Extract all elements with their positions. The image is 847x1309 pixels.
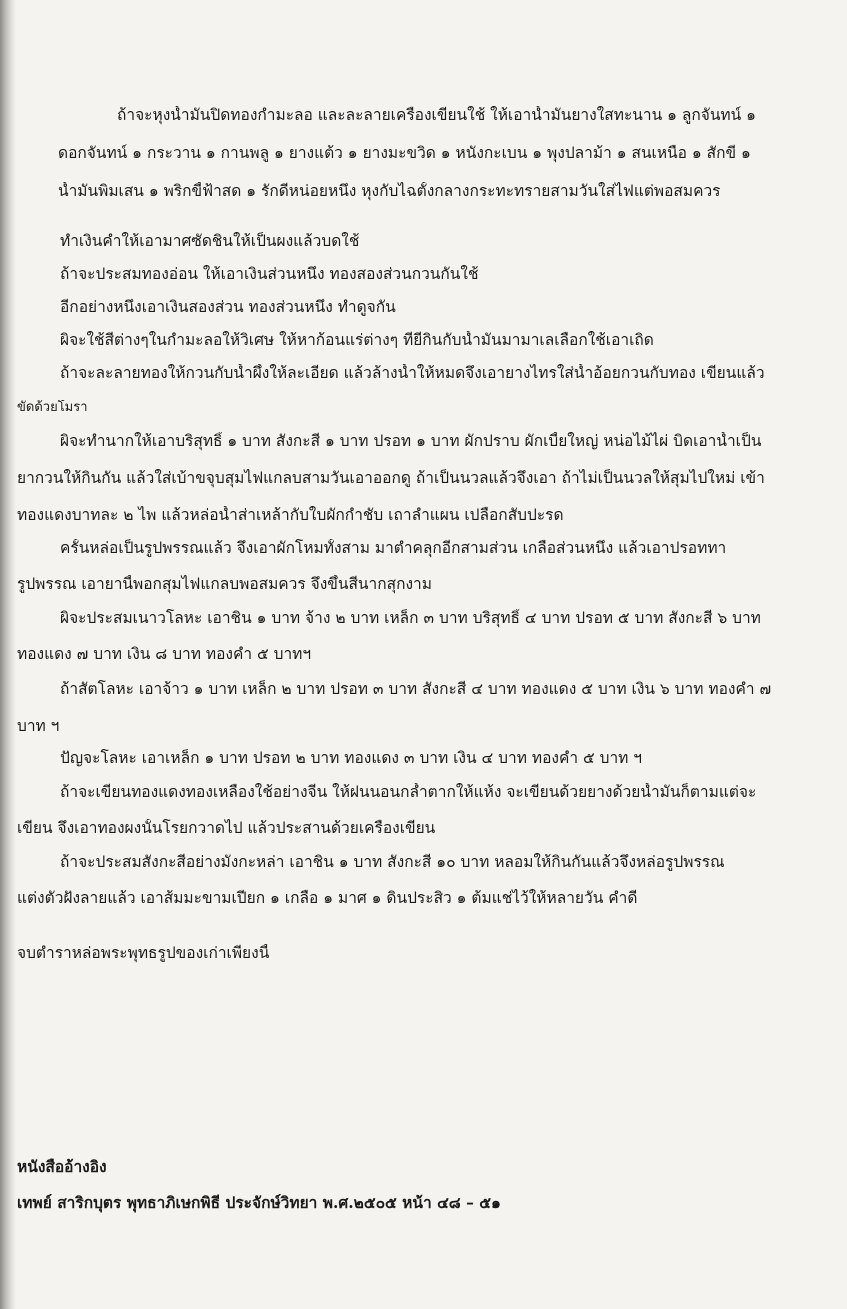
paragraph-2-line-1: ทำเงินคำให้เอามาศซัดชินให้เป็นผงแล้วบดใช้: [60, 232, 360, 250]
paragraph-3-line-1: ถ้าจะประสมทองอ่อน ให้เอาเงินส่วนหนึ่ง ทองสองส่วนกวนกันใช้: [60, 265, 479, 283]
paragraph-6-line-2: ขัดด้วยโมรา: [17, 400, 88, 415]
paragraph-13-line-1: ถ้าจะประสมสังกะสีอย่างมั่งกะหล่า เอาชิน ๑ บาท สังกะสี ๑๐ บาท หลอมให้กินกันแล้วจึงหล่อรูปพรรณ: [60, 853, 725, 871]
paragraph-12-line-2: เขียน จึงเอาทองผงนั้นโรยกวาดไป แล้วประสานด้วยเครื่องเขียน: [17, 819, 436, 837]
closing-line: จบตำราหล่อพระพุทธรูปของเก่าเพียงนี้: [17, 944, 270, 962]
paragraph-9-line-1: ผิจะประสมเนาวโลหะ เอาชิน ๑ บาท จ้าง ๒ บาท เหล็ก ๓ บาท บริสุทธิ์ ๔ บาท ปรอท ๕ บาท สังกะสี ๖ บาท: [60, 609, 761, 627]
references-heading: หนังสืออ้างอิง: [17, 1158, 107, 1176]
paragraph-7-line-2: ยากวนให้กินกัน แล้วใส่เบ้าขจุบสุมไฟแกลบสามวันเอาออกดู ถ้าเป็นนวลแล้วจึงเอา ถ้าไม่เป็นนวลให้สุมไปใหม่ เข้า: [17, 469, 765, 487]
paragraph-9-line-2: ทองแดง ๗ บาท เงิน ๘ บาท ทองคำ ๕ บาทฯ: [17, 645, 312, 663]
paragraph-8-line-2: รูปพรรณ เอายานี้พอกสุมไฟแกลบพอสมควร จึงขึ้นสีนากสุกงาม: [17, 575, 432, 593]
paragraph-7-line-3: ทองแดงบาทละ ๒ ไพ แล้วหล่อน้ำส่าเหล้ากับใบผักกำชับ เถาลำแผน เปลือกสับปะรด: [17, 506, 564, 524]
paragraph-11-line-1: ปัญจะโลหะ เอาเหล็ก ๑ บาท ปรอท ๒ บาท ทองแดง ๓ บาท เงิน ๔ บาท ทองคำ ๕ บาท ฯ: [60, 749, 643, 767]
paragraph-13-line-2: แต่งตัวฝังลายแล้ว เอาส้มมะขามเปียก ๑ เกลือ ๑ มาศ ๑ ดินประสิว ๑ ต้มแช่ไว้ให้หลายวัน คำดี: [17, 889, 638, 907]
paragraph-10-line-2: บาท ฯ: [17, 717, 60, 735]
paragraph-1-line-1: ถ้าจะหุงน้ำมันปิดทองกำมะลอ และละลายเครื่องเขียนใช้ ให้เอาน้ำมันยางใสทะนาน ๑ ลูกจันทน์ ๑: [117, 106, 756, 124]
paragraph-8-line-1: ครั้นหล่อเป็นรูปพรรณแล้ว จึงเอาผักโหมทั้งสาม มาตำคลุกอีกสามส่วน เกลือส่วนหนึ่ง แล้วเอาปรอททา: [60, 539, 727, 557]
paragraph-6-line-1: ถ้าจะละลายทองให้กวนกับน้ำผึ้งให้ละเอียด แล้วล้างน้ำให้หมดจึงเอายางไทรใส่น้ำอ้อยกวนกับทอง เขียนแล้ว: [60, 364, 765, 382]
paragraph-10-line-1: ถ้าสัตโลหะ เอาจ้าว ๑ บาท เหล็ก ๒ บาท ปรอท ๓ บาท สังกะสี ๔ บาท ทองแดง ๕ บาท เงิน ๖ บาท ทองคำ ๗: [60, 680, 772, 698]
paragraph-12-line-1: ถ้าจะเขียนทองแดงทองเหลืองใช้อย่างจีน ให้ฝนนอนกล้ำตากให้แห้ง จะเขียนด้วยยางด้วยน้ำมันก็ตามแต่จะ: [60, 783, 757, 801]
paragraph-4-line-1: อีกอย่างหนึ่งเอาเงินสองส่วน ทองส่วนหนึ่ง ทำดูจกัน: [60, 298, 396, 316]
paragraph-1-line-2: ดอกจันทน์ ๑ กระวาน ๑ กานพลู ๑ ยางแต้ว ๑ ยางมะขวิด ๑ หนังกะเบน ๑ พุงปลาม้า ๑ สนเหนือ ๑ สักขี ๑: [58, 144, 751, 162]
paragraph-5-line-1: ผิจะใช้สีต่างๆในกำมะลอให้วิเศษ ให้หาก้อนแร่ต่างๆ ที่ยี่กินกับน้ำมันมามาเลเลือกใช้เอาเถิด: [60, 331, 654, 349]
paragraph-7-line-1: ผิจะทำนากให้เอาบริสุทธิ์ ๑ บาท สังกะสี ๑ บาท ปรอท ๑ บาท ผักปราบ ผักเบี้ยใหญ่ หน่อไม้ไผ่ บิดเอาน้ำเป็น: [60, 432, 762, 450]
references-entry: เทพย์ สาริกบุตร พุทธาภิเษกพิธี ประจักษ์วิทยา พ.ศ.๒๕๐๕ หน้า ๔๘ – ๕๑: [17, 1194, 501, 1212]
paragraph-1-line-3: น้ำมันพิมเสน ๑ พริกขี้ฟ้าสด ๑ รักดีหน่อยหนึ่ง หุงกับไฉตั้งกลางกระทะทรายสามวันใส่ไฟแต่พอสมควร: [58, 182, 721, 200]
